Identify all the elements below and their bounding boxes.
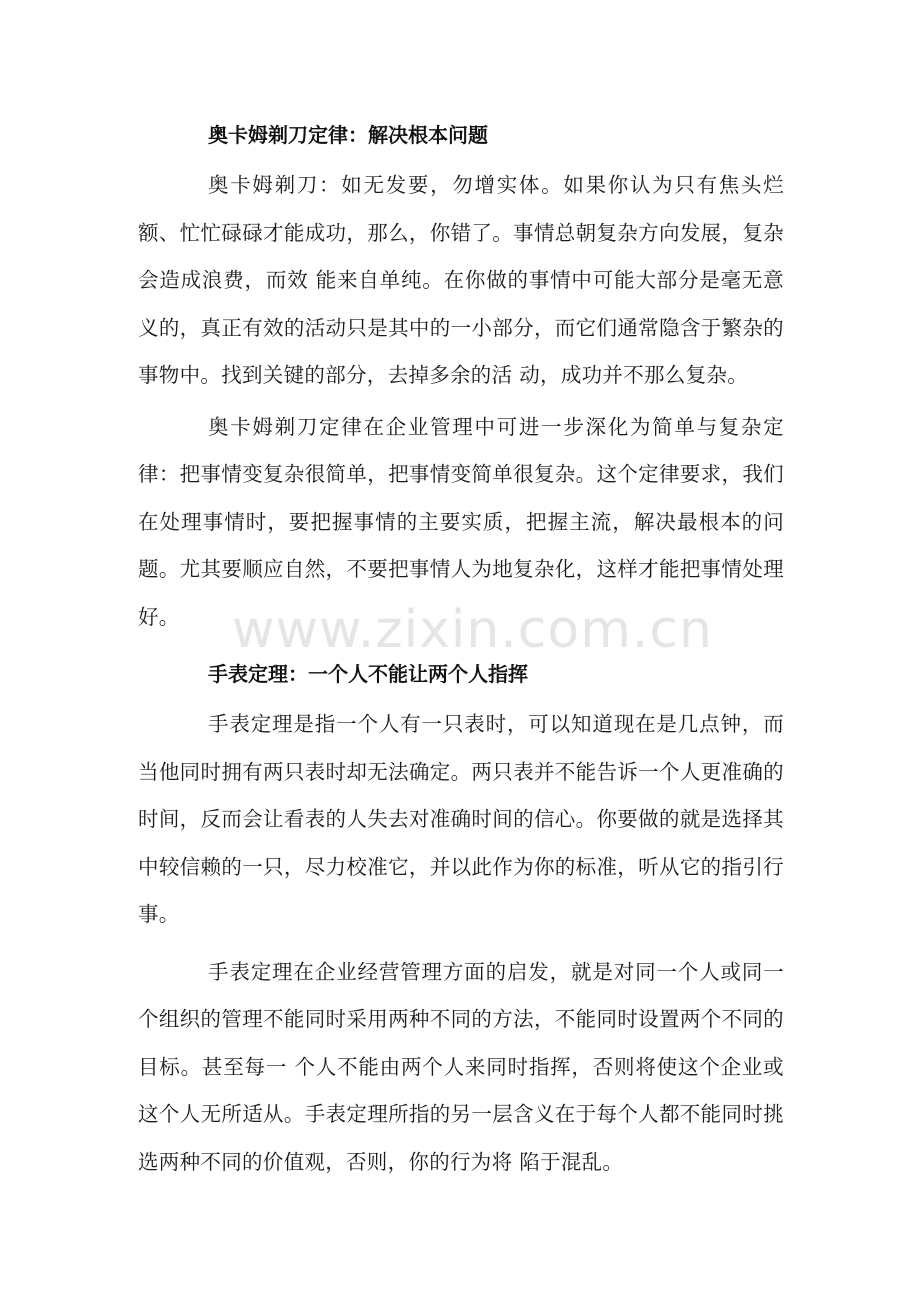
section-heading-occam: 奥卡姆剃刀定律：解决根本问题	[208, 123, 488, 147]
paragraph-watch-management: 手表定理在企业经营管理方面的启发，就是对同一个人或同一个组织的管理不能同时采用两种不同的方法，不能同时设置两个不同的目标。甚至每一 个人不能由两个人来同时指挥，否则将使这个企业或这个人无所适从。手表定理所指的另一层含义在于每个人都不能同时挑选两种不同的价值观，否则，你的行为将 陷于混乱。	[138, 959, 784, 1174]
paragraph-watch-definition: 手表定理是指一个人有一只表时，可以知道现在是几点钟，而当他同时拥有两只表时却无法确定。两只表并不能告诉一个人更准确的时间，反而会让看表的人失去对准确时间的信心。你要做的就是选择其中较信赖的一只，尽力校准它，并以此作为你的标准，听从它的指引行事。	[138, 712, 784, 926]
section-heading-watch: 手表定理：一个人不能让两个人指挥	[208, 662, 528, 686]
document-page	[138, 112, 784, 1186]
paragraph-occam-definition: 奥卡姆剃刀：如无发要，勿增实体。如果你认为只有焦头烂额、忙忙碌碌才能成功，那么，你错了。事情总朝复杂方向发展，复杂会造成浪费，而效 能来自单纯。在你做的事情中可能大部分是毫无意义的，真正有效的活动只是其中的一小部分，而它们通常隐含于繁杂的事物中。找到关键的部分，去掉多余的活 动，成功并不那么复杂。	[138, 173, 784, 387]
watermark: www.zixin.com.cn	[232, 600, 713, 660]
paragraph-occam-management: 奥卡姆剃刀定律在企业管理中可进一步深化为简单与复杂定律：把事情变复杂很简单，把事情变简单很复杂。这个定律要求，我们在处理事情时，要把握事情的主要实质，把握主流，解决最根本的问题。尤其要顺应自然，不要把事情人为地复杂化，这样才能把事情处理好。	[138, 414, 784, 629]
